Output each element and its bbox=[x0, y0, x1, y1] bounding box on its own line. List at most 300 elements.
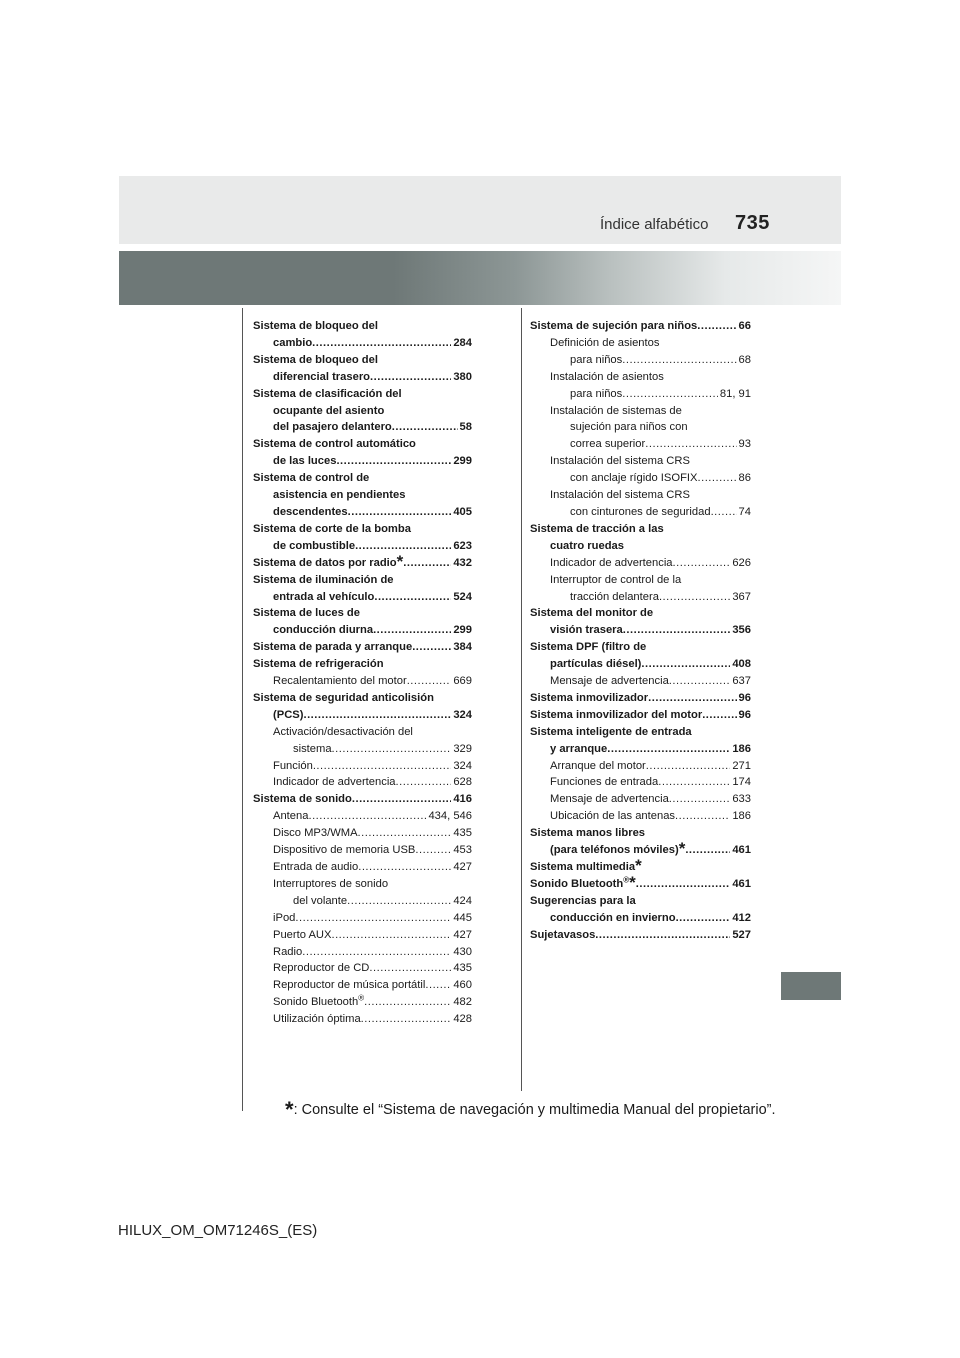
page-ref: 96 bbox=[738, 691, 751, 704]
entry-text: Sistema de bloqueo del bbox=[253, 320, 378, 332]
page-ref: 453 bbox=[453, 844, 472, 857]
leader-dots bbox=[425, 977, 451, 994]
entry-text: correa superior bbox=[570, 438, 646, 451]
leader-dots bbox=[373, 622, 451, 639]
entry-line bbox=[530, 656, 751, 673]
leader-dots bbox=[648, 690, 736, 707]
entry-line bbox=[273, 774, 472, 791]
entry-text: tracción delantera bbox=[570, 590, 659, 603]
index-subentry bbox=[253, 994, 472, 1011]
leader-dots bbox=[392, 419, 458, 436]
index-subentry bbox=[253, 960, 472, 977]
leader-dots bbox=[645, 436, 736, 453]
entry-line bbox=[550, 673, 751, 690]
leader-dots bbox=[697, 318, 736, 335]
entry-text: Mensaje de advertencia bbox=[550, 675, 669, 688]
index-subentry bbox=[253, 977, 472, 994]
leader-dots bbox=[303, 707, 451, 724]
entry-text: cambio bbox=[273, 336, 313, 349]
page-ref: 412 bbox=[732, 911, 751, 924]
page-ref: 329 bbox=[453, 742, 472, 755]
leader-dots bbox=[622, 352, 736, 369]
entry-text: del pasajero delantero bbox=[273, 421, 392, 434]
index-subentry bbox=[530, 555, 751, 572]
index-entry bbox=[530, 876, 751, 893]
index-entry bbox=[253, 639, 472, 656]
index-subentry bbox=[253, 876, 472, 910]
leader-dots bbox=[685, 842, 730, 859]
entry-text: Radio bbox=[273, 945, 303, 958]
entry-text: ocupante del asiento bbox=[273, 404, 385, 417]
page-ref: 628 bbox=[453, 776, 472, 789]
entry-text: Sonido Bluetooth®* bbox=[530, 876, 636, 893]
entry-text: Instalación del sistema CRS bbox=[550, 489, 690, 502]
entry-text: para niños bbox=[570, 353, 623, 366]
page-ref: 461 bbox=[732, 844, 751, 857]
index-subentry bbox=[253, 724, 472, 758]
entry-line bbox=[273, 977, 472, 994]
page-ref: 626 bbox=[732, 556, 751, 569]
footnote bbox=[285, 1097, 776, 1123]
leader-dots bbox=[332, 741, 452, 758]
page-ref: 81, 91 bbox=[719, 387, 751, 400]
index-subentry bbox=[253, 927, 472, 944]
entry-text: Sistema de datos por radio* bbox=[253, 555, 403, 572]
leader-dots bbox=[702, 707, 736, 724]
entry-text: Sugerencias para la bbox=[530, 894, 636, 907]
entry-line bbox=[273, 758, 472, 775]
page-ref: 367 bbox=[732, 590, 751, 603]
entry-line bbox=[273, 927, 472, 944]
leader-dots bbox=[636, 876, 731, 893]
index-subentry bbox=[253, 859, 472, 876]
entry-line bbox=[530, 724, 751, 741]
entry-text: y arranque bbox=[550, 742, 608, 755]
page-ref: 284 bbox=[453, 336, 472, 349]
entry-text: Sistema inteligente de entrada bbox=[530, 725, 692, 738]
leader-dots bbox=[358, 825, 452, 842]
index-entry bbox=[253, 318, 472, 352]
footnote-star: * bbox=[396, 554, 404, 571]
index-subentry bbox=[253, 758, 472, 775]
page-ref: 408 bbox=[732, 658, 751, 671]
footnote-star: * bbox=[635, 859, 642, 875]
entry-line bbox=[253, 470, 472, 487]
entry-text: Sistema de sujeción para niños bbox=[530, 320, 698, 332]
entry-line bbox=[550, 352, 751, 369]
page-ref: 445 bbox=[453, 911, 472, 924]
page-ref: 435 bbox=[453, 962, 472, 975]
page-ref: 424 bbox=[453, 894, 472, 907]
page-ref: 427 bbox=[453, 861, 472, 873]
entry-text: Disco MP3/WMA bbox=[273, 827, 358, 840]
entry-text: conducción en invierno bbox=[550, 911, 676, 924]
entry-text: Reproductor de música portátil bbox=[273, 979, 426, 992]
leader-dots bbox=[396, 774, 452, 791]
entry-line bbox=[253, 386, 472, 403]
entry-line bbox=[550, 555, 751, 572]
entry-line bbox=[273, 842, 472, 859]
page-number: 735 bbox=[735, 212, 770, 234]
entry-line bbox=[530, 521, 751, 538]
entry-line bbox=[530, 639, 751, 656]
page-ref: 434, 546 bbox=[428, 810, 472, 823]
index-entry bbox=[253, 791, 472, 808]
entry-line bbox=[273, 808, 472, 825]
index-entry bbox=[253, 605, 472, 639]
page-ref: 435 bbox=[453, 827, 472, 840]
entry-text: Instalación de sistemas de bbox=[550, 404, 682, 417]
entry-line bbox=[253, 504, 472, 521]
leader-dots bbox=[669, 791, 731, 808]
index-subentry bbox=[253, 825, 472, 842]
entry-line bbox=[273, 944, 472, 961]
index-entry bbox=[530, 927, 751, 944]
page-ref: 380 bbox=[453, 370, 472, 383]
leader-dots bbox=[658, 774, 730, 791]
entry-line bbox=[530, 927, 751, 944]
index-subentry bbox=[530, 487, 751, 521]
page-ref: 324 bbox=[453, 708, 472, 721]
entry-text: Sistema manos libres bbox=[530, 827, 646, 840]
entry-line bbox=[550, 369, 751, 386]
entry-text: Indicador de advertencia bbox=[273, 776, 396, 789]
page-ref: 524 bbox=[453, 590, 472, 603]
page-ref: 299 bbox=[453, 624, 472, 637]
entry-line bbox=[550, 808, 751, 825]
decorative-band bbox=[119, 251, 841, 305]
leader-dots bbox=[659, 589, 730, 606]
entry-line bbox=[530, 622, 751, 639]
entry-line bbox=[273, 741, 472, 758]
entry-line bbox=[253, 589, 472, 606]
entry-line bbox=[530, 741, 751, 758]
entry-text: Sistema de iluminación de bbox=[253, 573, 394, 586]
entry-text: asistencia en pendientes bbox=[273, 489, 406, 502]
page-ref: 186 bbox=[732, 742, 751, 755]
page-ref: 405 bbox=[453, 505, 472, 518]
entry-line bbox=[253, 436, 472, 453]
entry-line bbox=[253, 538, 472, 555]
entry-line bbox=[253, 453, 472, 470]
entry-text: Interruptores de sonido bbox=[273, 877, 389, 890]
entry-text: Puerto AUX bbox=[273, 928, 332, 941]
index-entry bbox=[253, 572, 472, 606]
entry-text: Arranque del motor bbox=[550, 759, 646, 772]
index-subentry bbox=[253, 1011, 472, 1028]
entry-line bbox=[530, 876, 751, 893]
index-subentry bbox=[253, 842, 472, 859]
entry-line bbox=[550, 419, 751, 436]
index-entry bbox=[253, 386, 472, 437]
index-entry bbox=[253, 690, 472, 724]
entry-text: (PCS) bbox=[273, 708, 304, 721]
leader-dots bbox=[336, 453, 451, 470]
entry-text: con cinturones de seguridad bbox=[570, 505, 711, 518]
entry-line bbox=[530, 538, 751, 555]
entry-text: Recalentamiento del motor bbox=[273, 675, 407, 688]
page-ref: 623 bbox=[453, 539, 472, 552]
page-ref: 482 bbox=[453, 996, 472, 1009]
entry-text: diferencial trasero bbox=[273, 370, 371, 383]
page-ref: 427 bbox=[453, 928, 472, 941]
entry-line bbox=[530, 690, 751, 707]
entry-line bbox=[550, 589, 751, 606]
leader-dots bbox=[364, 994, 451, 1011]
entry-text: descendentes bbox=[273, 505, 348, 518]
index-entry bbox=[253, 470, 472, 521]
index-subentry bbox=[253, 910, 472, 927]
entry-line bbox=[550, 487, 751, 504]
leader-dots bbox=[673, 555, 731, 572]
entry-line bbox=[530, 893, 751, 910]
footnote-marker: * bbox=[285, 1097, 294, 1122]
page-ref: 384 bbox=[453, 641, 472, 654]
page-ref: 432 bbox=[453, 556, 472, 569]
entry-line bbox=[253, 605, 472, 622]
index-entry bbox=[530, 605, 751, 639]
entry-line bbox=[273, 1011, 472, 1028]
entry-text: Sistema de control de bbox=[253, 472, 370, 485]
entry-text: Instalación del sistema CRS bbox=[550, 455, 690, 468]
entry-line bbox=[550, 758, 751, 775]
page-ref: 299 bbox=[453, 455, 472, 468]
page-ref: 96 bbox=[738, 708, 751, 721]
page-ref: 68 bbox=[738, 353, 751, 366]
entry-text: Sistema multimedia* bbox=[530, 859, 642, 876]
entry-text: Definición de asientos bbox=[550, 336, 660, 349]
entry-line bbox=[273, 673, 472, 690]
leader-dots bbox=[331, 927, 451, 944]
entry-line bbox=[253, 521, 472, 538]
entry-line bbox=[550, 774, 751, 791]
page-ref: 74 bbox=[738, 505, 751, 518]
entry-line bbox=[530, 605, 751, 622]
index-entry bbox=[530, 318, 751, 335]
page-ref: 637 bbox=[732, 675, 751, 688]
entry-line bbox=[273, 825, 472, 842]
entry-line bbox=[530, 910, 751, 927]
entry-text: sistema bbox=[293, 742, 332, 755]
entry-line bbox=[253, 791, 472, 808]
entry-line bbox=[550, 504, 751, 521]
index-subentry bbox=[530, 808, 751, 825]
index-column-right bbox=[530, 318, 751, 944]
page-ref: 460 bbox=[453, 979, 472, 992]
page-ref: 633 bbox=[732, 793, 751, 806]
index-entry bbox=[253, 436, 472, 470]
entry-text: (para teléfonos móviles)* bbox=[550, 842, 685, 859]
entry-text: cuatro ruedas bbox=[550, 539, 624, 552]
entry-line bbox=[550, 403, 751, 420]
left-margin-rule bbox=[242, 308, 243, 1111]
entry-text: Sistema de sonido bbox=[253, 793, 352, 806]
entry-line bbox=[550, 470, 751, 487]
index-subentry bbox=[253, 808, 472, 825]
entry-line bbox=[253, 487, 472, 504]
leader-dots bbox=[358, 859, 451, 876]
leader-dots bbox=[295, 910, 451, 927]
entry-line bbox=[253, 335, 472, 352]
index-subentry bbox=[253, 673, 472, 690]
entry-text: Sistema de parada y arranque bbox=[253, 641, 413, 654]
leader-dots bbox=[711, 504, 737, 521]
entry-line bbox=[253, 403, 472, 420]
index-subentry bbox=[530, 369, 751, 403]
entry-text: Indicador de advertencia bbox=[550, 556, 673, 569]
entry-line bbox=[253, 622, 472, 639]
registered-mark: ® bbox=[623, 875, 630, 885]
entry-text: Sistema de clasificación del bbox=[253, 387, 402, 400]
leader-dots bbox=[403, 555, 451, 572]
entry-line bbox=[273, 960, 472, 977]
entry-line bbox=[253, 639, 472, 656]
entry-text: Funciones de entrada bbox=[550, 776, 659, 789]
entry-text: Sistema de bloqueo del bbox=[253, 353, 378, 366]
index-entry bbox=[253, 555, 472, 572]
entry-text: Sujetavasos bbox=[530, 928, 596, 941]
column-divider bbox=[521, 308, 522, 1091]
entry-text: iPod bbox=[273, 911, 296, 924]
entry-text: Sistema inmovilizador bbox=[530, 691, 649, 704]
header-bar bbox=[119, 176, 841, 244]
index-entry bbox=[253, 656, 472, 673]
entry-line bbox=[530, 707, 751, 724]
entry-text: partículas diésel) bbox=[550, 658, 642, 671]
entry-line bbox=[253, 656, 472, 673]
entry-line bbox=[273, 994, 472, 1011]
entry-text: Utilización óptima bbox=[273, 1013, 361, 1026]
leader-dots bbox=[374, 589, 451, 606]
entry-line bbox=[550, 453, 751, 470]
entry-line bbox=[530, 825, 751, 842]
entry-line bbox=[253, 707, 472, 724]
entry-text: del volante bbox=[293, 894, 348, 907]
entry-text: Activación/desactivación del bbox=[273, 725, 413, 738]
entry-text: sujeción para niños con bbox=[570, 421, 688, 434]
leader-dots bbox=[641, 656, 730, 673]
entry-text: Interruptor de control de la bbox=[550, 573, 682, 586]
page-ref: 58 bbox=[459, 421, 472, 434]
index-subentry bbox=[530, 403, 751, 454]
entry-line bbox=[530, 859, 751, 876]
entry-line bbox=[273, 876, 472, 893]
page-ref: 527 bbox=[732, 928, 751, 941]
page-ref: 324 bbox=[453, 759, 472, 772]
entry-line bbox=[550, 791, 751, 808]
entry-text: Sistema de corte de la bomba bbox=[253, 522, 411, 535]
page-ref: 186 bbox=[732, 810, 751, 823]
entry-text: Sistema de refrigeración bbox=[253, 658, 384, 671]
entry-line bbox=[253, 369, 472, 386]
leader-dots bbox=[623, 622, 731, 639]
leader-dots bbox=[669, 673, 731, 690]
entry-line bbox=[273, 893, 472, 910]
page-ref: 428 bbox=[453, 1013, 472, 1026]
page-ref: 430 bbox=[453, 945, 472, 958]
document-id: HILUX_OM_OM71246S_(ES) bbox=[118, 1222, 318, 1239]
index-entry bbox=[530, 825, 751, 859]
leader-dots bbox=[369, 960, 451, 977]
entry-line bbox=[253, 419, 472, 436]
page-ref: 356 bbox=[732, 624, 751, 637]
index-entry bbox=[530, 690, 751, 707]
page-ref: 669 bbox=[453, 675, 472, 688]
entry-line bbox=[550, 436, 751, 453]
leader-dots bbox=[607, 741, 730, 758]
entry-text: Entrada de audio bbox=[273, 861, 359, 873]
leader-dots bbox=[697, 470, 736, 487]
entry-line bbox=[550, 572, 751, 589]
entry-text: Dispositivo de memoria USB bbox=[273, 844, 416, 857]
index-subentry bbox=[530, 758, 751, 775]
registered-mark: ® bbox=[358, 994, 365, 1003]
index-subentry bbox=[253, 774, 472, 791]
entry-line bbox=[273, 724, 472, 741]
index-tab-marker bbox=[781, 972, 841, 1000]
entry-line bbox=[530, 842, 751, 859]
entry-line bbox=[273, 859, 472, 876]
index-subentry bbox=[530, 791, 751, 808]
leader-dots bbox=[675, 808, 730, 825]
footnote-star: * bbox=[678, 842, 686, 859]
page-ref: 416 bbox=[453, 793, 472, 806]
leader-dots bbox=[313, 758, 452, 775]
entry-line bbox=[253, 572, 472, 589]
leader-dots bbox=[361, 1011, 452, 1028]
entry-text: Sonido Bluetooth® bbox=[273, 994, 365, 1009]
footnote-star: * bbox=[629, 875, 636, 892]
leader-dots bbox=[415, 842, 451, 859]
leader-dots bbox=[646, 758, 731, 775]
entry-line bbox=[273, 910, 472, 927]
leader-dots bbox=[412, 639, 451, 656]
leader-dots bbox=[312, 335, 451, 352]
index-subentry bbox=[530, 335, 751, 369]
index-subentry bbox=[253, 944, 472, 961]
index-entry bbox=[530, 639, 751, 673]
leader-dots bbox=[595, 927, 730, 944]
index-entry bbox=[530, 859, 751, 876]
index-subentry bbox=[530, 572, 751, 606]
entry-line bbox=[550, 335, 751, 352]
entry-line bbox=[550, 386, 751, 403]
entry-line bbox=[253, 555, 472, 572]
leader-dots bbox=[676, 910, 731, 927]
section-title: Índice alfabético bbox=[600, 216, 709, 233]
entry-text: Mensaje de advertencia bbox=[550, 793, 669, 806]
entry-line bbox=[253, 690, 472, 707]
entry-text: de las luces bbox=[273, 455, 337, 468]
entry-text: Función bbox=[273, 759, 313, 772]
entry-text: Antena bbox=[273, 810, 309, 823]
entry-text: para niños bbox=[570, 387, 623, 400]
leader-dots bbox=[308, 808, 426, 825]
index-entry bbox=[530, 724, 751, 758]
entry-text: Sistema de seguridad anticolisión bbox=[253, 691, 434, 704]
index-column-left bbox=[253, 318, 472, 1028]
leader-dots bbox=[347, 893, 451, 910]
index-subentry bbox=[530, 453, 751, 487]
entry-text: Reproductor de CD bbox=[273, 962, 370, 975]
entry-text: Sistema DPF (filtro de bbox=[530, 641, 647, 654]
page-ref: 174 bbox=[732, 776, 751, 789]
index-entry bbox=[253, 521, 472, 555]
page-ref: 93 bbox=[738, 438, 751, 451]
entry-text: de combustible bbox=[273, 539, 356, 552]
index-subentry bbox=[530, 673, 751, 690]
leader-dots bbox=[370, 369, 451, 386]
